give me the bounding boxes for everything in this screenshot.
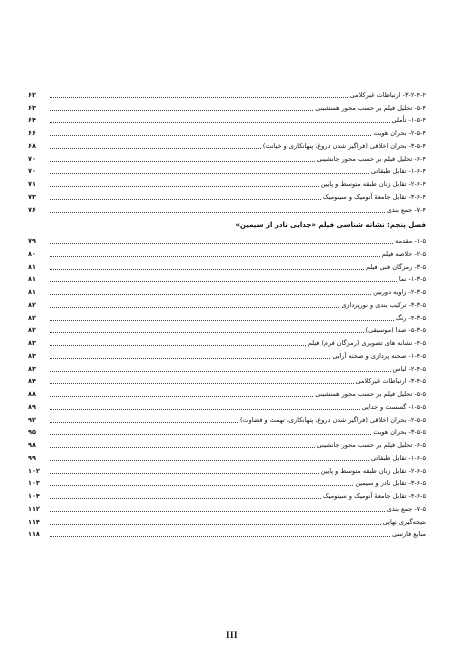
dot-leader [50,472,319,474]
toc-entry [28,412,426,425]
toc-entry [28,233,426,246]
toc-entry-title: ۶-۵- تحلیل فیلم بر حسب محور جانشینی [316,441,426,449]
toc-entry-title: ۵-۵- تحلیل فیلم بر حسب محور همنشینی [315,390,426,398]
toc-chapter-heading [28,218,426,231]
toc-entry-title: ۲-۶-۵- تقابل زنان طبقه متوسط و پایین [320,466,426,475]
toc-entry-title: ۲-۵- خلاصه فیلم [381,249,426,258]
toc-entry [28,514,426,527]
dot-leader [50,395,313,397]
toc-entry-title: ۳-۲-۴-۲- ارتباطات غیرکلامی [349,90,426,99]
toc-entry [28,399,426,412]
toc-entry [28,348,426,361]
toc-entry [28,323,426,336]
toc-entry-title: ۴-۶-۵- تقابل جامعهٔ آنومیک و سینومیک [322,492,426,500]
toc-entry-title: ۴-۳-۵- رنگ [395,313,426,322]
dot-leader [50,446,315,448]
toc-entry-title: ۳-۶-۵- تقابل نادر و سیمین [355,479,426,488]
toc-entry-page-number: ۸۲ [28,326,36,335]
dot-leader [50,357,330,359]
dot-leader [50,198,321,200]
toc-entry-page-number: ۶۳ [28,103,36,112]
dot-leader [50,510,385,512]
dot-leader [50,160,315,162]
dot-leader [50,459,369,461]
toc-entry [28,297,426,310]
dot-leader [50,134,371,136]
toc-entry-title: ۱-۴-۵- صحنه پردازی و صحنه آرایی [332,351,426,360]
toc-entry [28,374,426,387]
dot-leader [50,535,390,537]
dot-leader [50,433,371,435]
toc-entry-title: ۱-۶-۴- تقابل طبقاتی [370,167,426,176]
toc-entry-title: ۵-۴- تحلیل فیلم بر حسب محور همنشینی [315,103,426,112]
toc-entry [28,476,426,489]
dot-leader [50,421,238,423]
dot-leader [50,121,390,123]
toc-entry-page-number: ۱۱۴ [28,517,40,526]
toc-entry [28,189,426,202]
dot-leader [50,255,380,257]
toc-entry-page-number: ۸۱ [28,275,36,284]
toc-entry-title: ۲-۵-۴- بحران هویت [373,129,426,137]
toc-entry-page-number: ۶۸ [28,141,36,150]
toc-entry [28,386,426,399]
toc-entry-title: ۲-۶-۴- تقابل زنان طبقه متوسط و پایین [320,180,426,188]
toc-entry [28,361,426,374]
dot-leader [50,268,364,270]
toc-entry [28,450,426,463]
toc-entry [28,100,426,113]
toc-entry [28,501,426,514]
toc-entry-page-number: ۷۰ [28,167,36,176]
page-number-footer: III [225,630,238,640]
toc-entry-page-number: ۹۵ [28,428,36,437]
toc-entry [28,425,426,438]
toc-entry-title: ۱-۵-۴- تأملی [391,116,426,125]
toc-entry-page-number: ۱۰۲ [28,466,40,475]
toc-entry-page-number: ۸۳ [28,364,36,373]
toc-entry [28,259,426,272]
dot-leader [50,242,393,244]
toc-entry-title: ۳-۵-۴- بحران اخلاقی (فراگیر شدن دروغ، پنهانکاری و خیانت) [262,141,426,150]
toc-entry-page-number: ۱۱۲ [28,504,40,513]
dot-leader [50,331,364,333]
dot-leader [50,306,339,308]
toc-entry-title: منابع فارسی [392,530,426,539]
toc-entry-title: ۱-۵-۵- گسست و جدایی [361,402,426,411]
toc-entry-page-number: ۱۱۸ [28,530,40,539]
toc-entry [28,272,426,285]
table-of-contents [28,87,426,539]
toc-entry-page-number: ۸۴ [28,377,36,386]
dot-leader [50,497,321,499]
toc-entry-page-number: ۸۳ [28,351,36,360]
dot-leader [50,523,381,525]
toc-entry-page-number: ۸۸ [28,390,36,398]
dot-leader [50,319,394,321]
toc-entry-page-number: ۹۸ [28,441,36,449]
dot-leader [50,96,348,98]
toc-entry-title: ۳-۴-۵- ارتباطات غیرکلامی [355,377,426,386]
toc-entry [28,176,426,189]
toc-entry-page-number: ۱۰۴ [28,492,40,500]
toc-entry-page-number: ۸۳ [28,339,36,347]
toc-entry [28,437,426,450]
toc-entry-title: ۶-۴- تحلیل فیلم بر حسب محور جانشینی [316,154,426,163]
toc-entry-page-number: ۸۱ [28,262,36,271]
toc-entry-title: ۴-۵- نشانه های تصویری (رمزگان فرم) فیلم [307,339,426,347]
toc-entry [28,113,426,126]
toc-entry [28,246,426,259]
toc-entry [28,284,426,297]
toc-entry-title: ۳-۶-۴- تقابل جامعهٔ آنومیک و سینومیک [322,192,426,201]
dot-leader [50,344,306,346]
toc-entry-page-number: ۷۳ [28,192,36,201]
toc-entry-page-number: ۹۹ [28,453,36,462]
toc-entry-title: ۱-۶-۵- تقابل طبقاتی [370,453,426,462]
toc-entry [28,87,426,100]
toc-entry-page-number: ۶۲ [28,90,36,99]
toc-entry-title: ۷-۴- جمع بندی [386,205,426,214]
toc-entry-page-number: ۷۹ [28,237,36,245]
dot-leader [50,382,354,384]
toc-entry [28,488,426,501]
toc-entry-title: نتیجه‌گیری نهایی [382,517,426,526]
toc-entry [28,310,426,323]
dot-leader [50,185,319,187]
toc-entry-title: ۵-۳-۵- صدا (موسیقی) [365,326,426,335]
toc-entry [28,463,426,476]
toc-entry-title: ۲-۵-۵- بحران اخلاقی (فراگیر شدن دروغ، پنهانکاری، تهمت و قضاوت) [239,415,426,424]
toc-entry-page-number: ۷۰ [28,154,36,163]
toc-entry-title: ۲-۴-۵- لباس [392,364,426,373]
toc-entry [28,138,426,151]
toc-entry-title: ۳-۵- رمزگان فنی فیلم [366,262,426,271]
dot-leader [50,211,385,213]
dot-leader [50,280,397,282]
toc-entry-title: ۳-۵-۵- بحران هویت [373,428,426,437]
toc-entry-page-number: ۸۲ [28,300,36,309]
toc-entry-title: ۳-۳-۵- ترکیب بندی و نورپردازی [341,300,426,309]
toc-entry [28,125,426,138]
toc-entry-page-number: ۸۰ [28,249,36,258]
toc-entry-page-number: ۶۴ [28,116,36,125]
toc-entry-page-number: ۷۶ [28,205,36,214]
dot-leader [50,408,360,410]
dot-leader [50,370,391,372]
toc-entry-page-number: ۷۱ [28,180,36,188]
dot-leader [50,172,369,174]
dot-leader [50,484,353,486]
toc-entry-page-number: ۸۹ [28,402,36,411]
toc-entry-page-number: ۸۱ [28,288,36,296]
toc-entry [28,164,426,177]
toc-entry [28,335,426,348]
dot-leader [50,293,371,295]
toc-entry [28,202,426,215]
toc-entry-title: ۱-۳-۵- نما [398,275,426,284]
toc-entry-page-number: ۶۶ [28,129,36,137]
toc-entry [28,527,426,540]
toc-entry-title: ۱-۵- مقدمه [395,237,426,245]
toc-entry-page-number: ۸۲ [28,313,36,322]
toc-entry-page-number: ۹۲ [28,415,36,424]
toc-entry [28,151,426,164]
toc-entry-title: ۷-۵- جمع بندی [386,504,426,513]
toc-entry-title: ۲-۳-۵- زاویه دوربین [373,288,426,296]
dot-leader [50,109,313,111]
toc-entry-page-number: ۱۰۳ [28,479,40,488]
dot-leader [50,147,261,149]
toc-entry-title: فصل پنجم: نشانه شناسی فیلم «جدایی نادر از سیمین» [235,221,426,230]
